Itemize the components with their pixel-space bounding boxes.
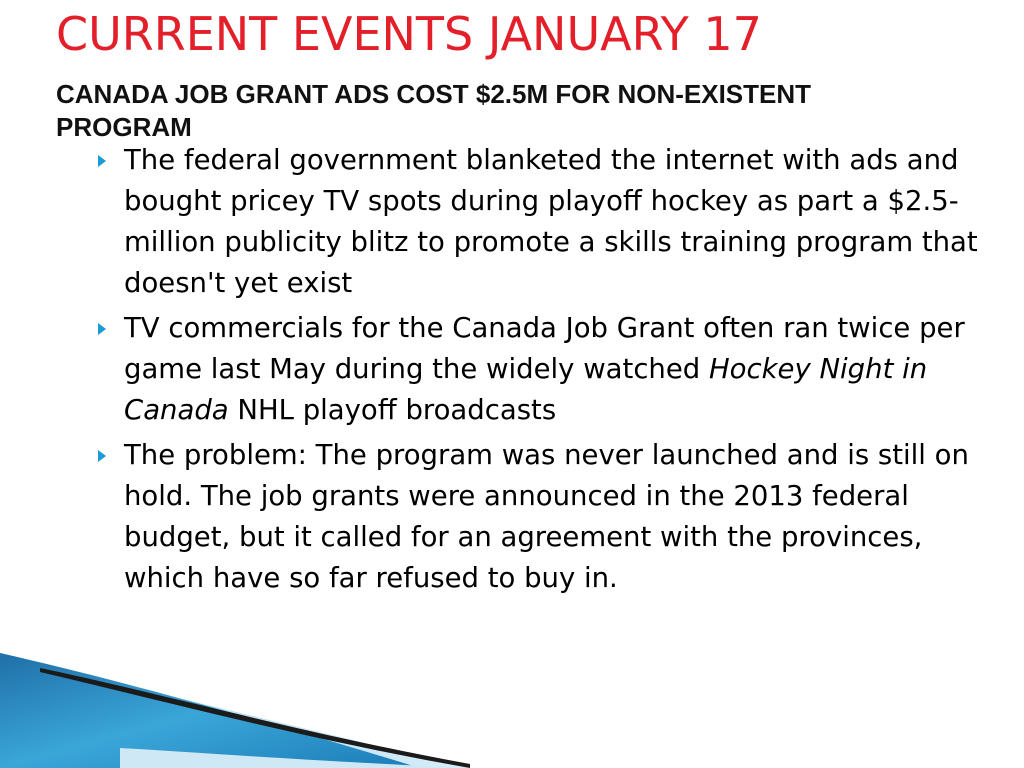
corner-wave-decoration — [0, 638, 470, 768]
bullet-item — [98, 308, 998, 431]
bullet-item — [98, 140, 998, 304]
bullet-text — [124, 312, 965, 426]
bullet-item — [98, 435, 998, 599]
slide-title: CURRENT EVENTS JANUARY 17 — [56, 7, 762, 61]
bullet-list — [98, 140, 998, 603]
slide-subtitle: CANADA JOB GRANT ADS COST $2.5M FOR NON-EXISTENT PROGRAM — [56, 79, 812, 142]
bullet-text-part: TV commercials for the Canada Job Grant often ran twice per game last May during the widely watched — [124, 312, 965, 385]
bullet-text: The federal government blanketed the internet with ads and bought pricey TV spots during playoff hockey as part a $2.5-million publicity blitz to promote a skills training program that doesn't yet exist — [124, 144, 978, 299]
triangle-bullet-icon — [98, 450, 106, 462]
show-title-italic: Hockey Night in Canada — [124, 353, 928, 426]
triangle-bullet-icon — [98, 155, 106, 167]
bullet-text-part: NHL playoff broadcasts — [228, 394, 557, 426]
bullet-text: The problem: The program was never launched and is still on hold. The job grants were announced in the 2013 federal budget, but it called for an agreement with the provinces, which have so far refused to buy in. — [124, 439, 969, 594]
triangle-bullet-icon — [98, 323, 106, 335]
